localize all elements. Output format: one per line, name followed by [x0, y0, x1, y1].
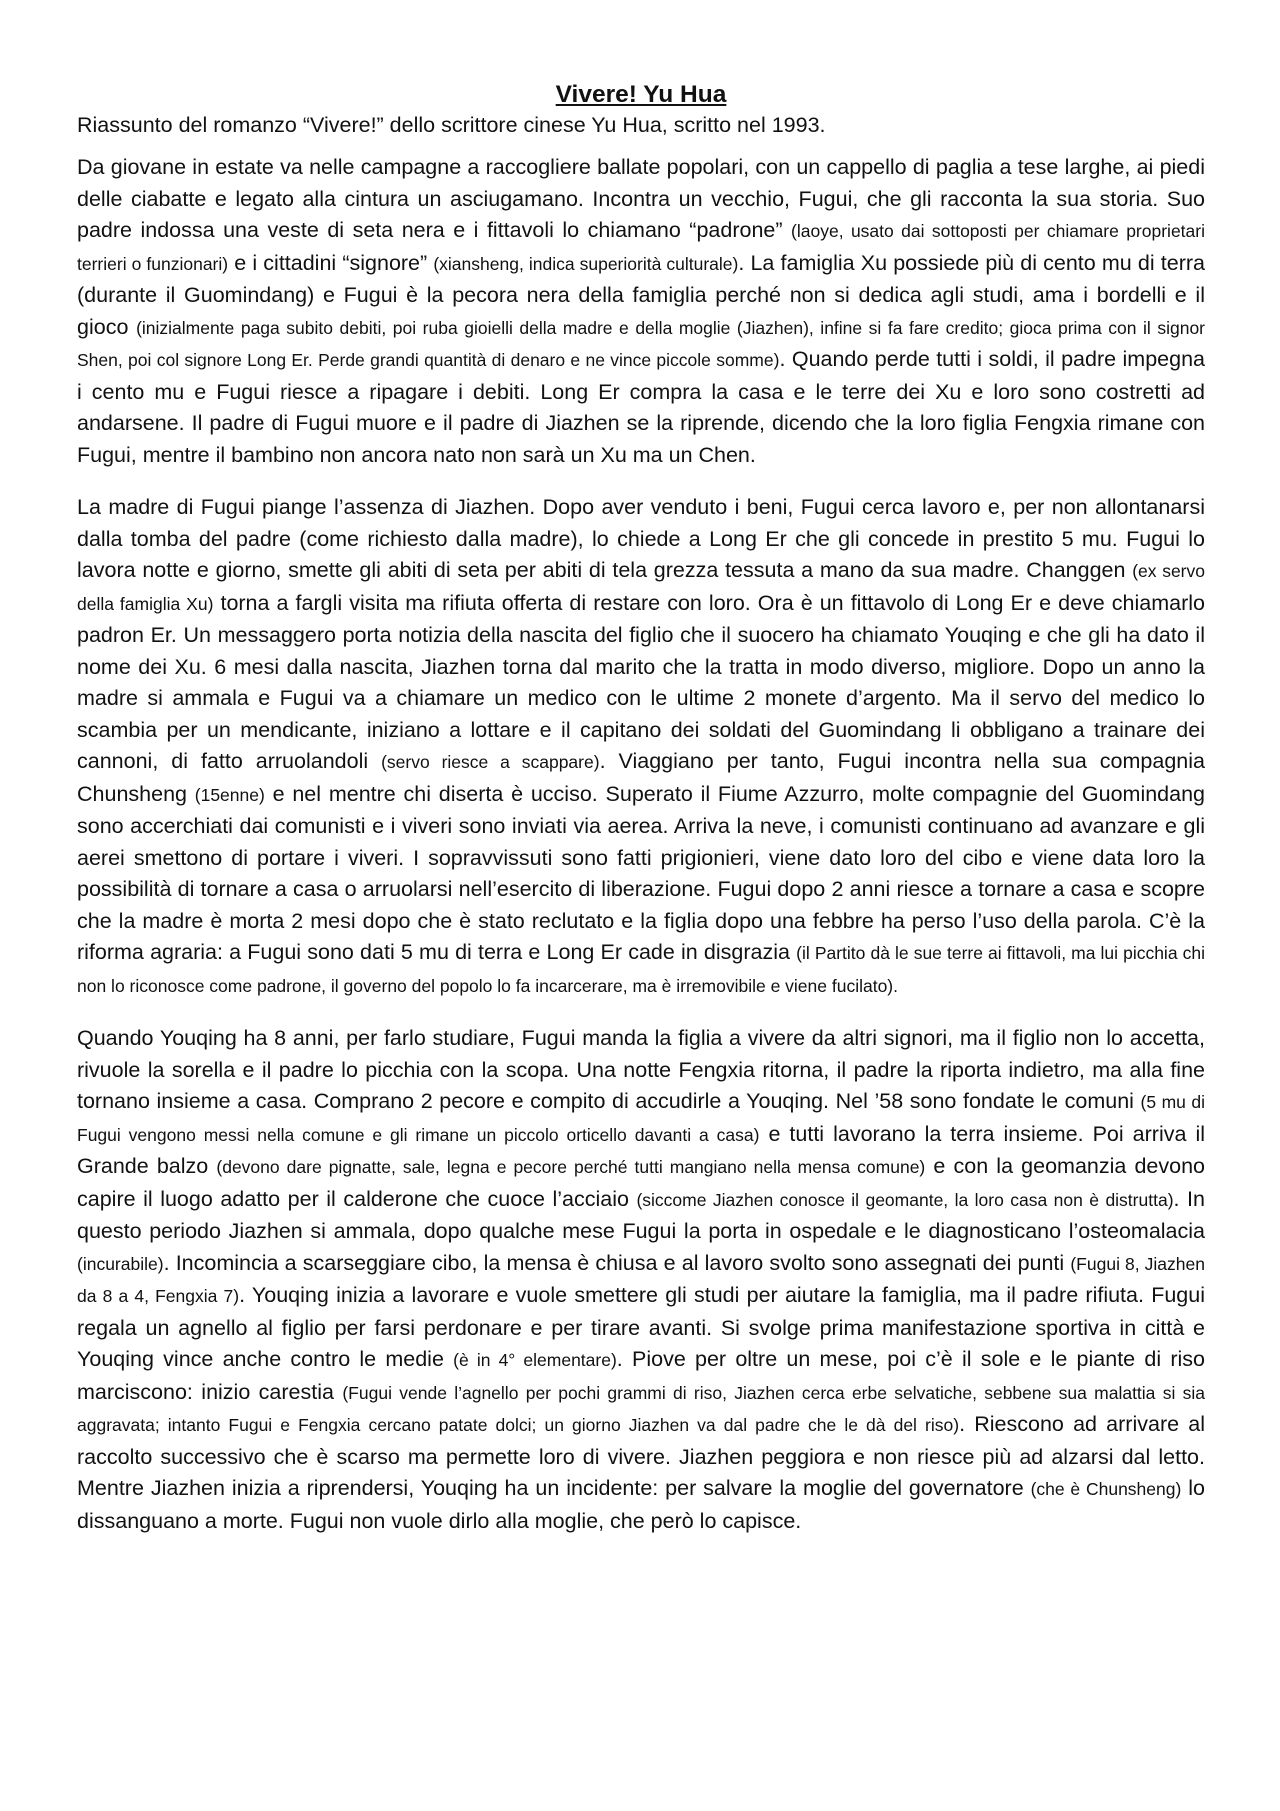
paragraph-text: lo dissanguano a morte. Fugui non vuole dirlo alla moglie, che però lo capisce. [77, 1476, 1205, 1533]
paragraph-text: . In questo periodo Jiazhen si ammala, dopo qualche mese Fugui la porta in ospedale e le diagnosticano l’osteomalacia [77, 1186, 1205, 1243]
paragraph-text: La madre di Fugui piange l’assenza di Jiazhen. Dopo aver venduto i beni, Fugui cerca lavoro e, per non allontanarsi dalla tomba del padre (come richiesto dalla madre), lo chiede a Long Er che gli concede in prestito 5 mu. Fugui lo lavora notte e giorno, smette gli abiti di seta per abiti di tela grezza tessuta a mano da sua madre. Changgen [77, 495, 1205, 582]
paragraph-text: e nel mentre chi diserta è ucciso. Superato il Fiume Azzurro, molte compagnie del Guomindang sono accerchiati dai comunisti e i viveri sono inviati via aerea. Arriva la neve, i comunisti continuano ad avanzare e gli aerei smettono di portare i viveri. I sopravvissuti sono fatti prigionieri, viene dato loro del cibo e viene data loro la possibilità di tornare a casa o arruolarsi nell’esercito di liberazione. Fugui dopo 2 anni riesce a tornare a casa e scopre che la madre è morta 2 mesi dopo che è stato reclutato e la figlia dopo una febbre ha perso l’uso della parola. C’è la riforma agraria: a Fugui sono dati 5 mu di terra e Long Er cade in disgrazia [77, 781, 1206, 964]
parenthetical-note: (ex servo della famiglia Xu) [77, 561, 1205, 614]
parenthetical-note: (incurabile) [77, 1253, 164, 1274]
paragraph-text: e tutti lavorano la terra insieme. Poi arriva il Grande balzo [77, 1121, 1205, 1178]
paragraph-text: . Viaggiano per tanto, Fugui incontra nella sua compagnia Chunsheng [77, 749, 1205, 806]
paragraph-text: . Quando perde tutti i soldi, il padre impegna i cento mu e Fugui riesce a ripagare i debiti. Long Er compra la casa e le terre dei Xu e loro sono costretti ad andarsene. Il padre di Fugui muore e il padre di Jiazhen se la riprende, dicendo che la loro figlia Fengxia rimane con Fugui, mentre il bambino non ancora nato non sarà un Xu ma un Chen. [77, 347, 1205, 467]
document-page [77, 80, 1205, 1558]
parenthetical-note: (devono dare pignatte, sale, legna e pecore perché tutti mangiano nella mensa comune) [216, 1157, 926, 1177]
parenthetical-note: (15enne) [194, 784, 265, 805]
paragraph-text: e i cittadini “signore” [228, 250, 434, 275]
paragraph-text: . Piove per oltre un mese, poi c’è il sole e le piante di riso marciscono: inizio carestia [77, 1347, 1205, 1404]
parenthetical-note: (Fugui vende l’agnello per pochi grammi di riso, Jiazhen cerca erbe selvatiche, sebbene sua malattia si sia aggravata; intanto Fugui e Fengxia cercano patate dolci; un giorno Jiazhen va dal padre che le dà del riso) [77, 1382, 1205, 1435]
paragraph [77, 1023, 1205, 1537]
document-title: Vivere! Yu Hua [555, 81, 727, 108]
document-body [77, 152, 1205, 1537]
paragraph-text: e con la geomanzia devono capire il luogo adatto per il calderone che cuoce l’acciaio [77, 1154, 1206, 1211]
paragraph-text: . Youqing inizia a lavorare e vuole smettere gli studi per aiutare la famiglia, ma il padre rifiuta. Fugui regala un agnello al figlio per farsi perdonare e per tirare avanti. Si svolge prima manifestazione sportiva in città e Youqing vince anche contro le medie [77, 1283, 1206, 1371]
parenthetical-note: (inizialmente paga subito debiti, poi ruba gioielli della madre e della moglie (Jiazhen), infine si fa fare credito; gioca prima con il signor Shen, poi col signore Long Er. Perde grandi quantità di denaro e ne vince piccole somme) [77, 317, 1206, 370]
parenthetical-note: (è in 4° elementare) [453, 1350, 617, 1370]
parenthetical-note: (siccome Jiazhen conosce il geomante, la loro casa non è distrutta) [636, 1189, 1174, 1210]
paragraph-text: . La famiglia Xu possiede più di cento mu di terra (durante il Guomindang) e Fugui è la pecora nera della famiglia perché non si dedica agli studi, ama i bordelli e il gioco [77, 250, 1205, 339]
paragraph-text: . Incomincia a scarseggiare cibo, la mensa è chiusa e al lavoro svolto sono assegnati dei punti [163, 1250, 1071, 1275]
paragraph-text: . Riescono ad arrivare al raccolto successivo che è scarso ma permette loro di vivere. Jiazhen peggiora e non riesce più ad alzarsi dal letto. Mentre Jiazhen inizia a riprendersi, Youqing ha un incidente: per salvare la moglie del governatore [77, 1412, 1205, 1500]
paragraph [77, 152, 1205, 471]
parenthetical-note: (il Partito dà le sue terre ai fittavoli, ma lui picchia chi non lo riconosce come padrone, il governo del popolo lo fa incarcerare, ma è irremovibile e viene fucilato). [77, 943, 1205, 996]
paragraph-text: Da giovane in estate va nelle campagne a raccogliere ballate popolari, con un cappello di paglia a tese larghe, ai piedi delle ciabatte e legato alla cintura un asciugamano. Incontra un vecchio, Fugui, che gli racconta la sua storia. Suo padre indossa una veste di seta nera e i fittavoli lo chiamano “padrone” [77, 155, 1205, 242]
parenthetical-note: (servo riesce a scappare) [381, 752, 600, 772]
paragraph [77, 492, 1205, 1002]
paragraph-text: Quando Youqing ha 8 anni, per farlo studiare, Fugui manda la figlia a vivere da altri signori, ma il figlio non lo accetta, rivuole la sorella e il padre lo picchia con la scopa. Una notte Fengxia ritorna, il padre la riporta indietro, ma alla fine tornano insieme a casa. Comprano 2 pecore e compito di accudirle a Youqing. Nel ’58 sono fondate le comuni [77, 1026, 1205, 1113]
parenthetical-note: (che è Chunsheng) [1030, 1479, 1182, 1499]
parenthetical-note: (xiansheng, indica superiorità culturale) [433, 253, 739, 274]
parenthetical-note: (5 mu di Fugui vengono messi nella comune e gli rimane un piccolo orticello davanti a casa) [77, 1092, 1206, 1145]
paragraph-text: torna a fargli visita ma rifiuta offerta di restare con loro. Ora è un fittavolo di Long Er e deve chiamarlo padron Er. Un messaggero porta notizia della nascita del figlio che il suocero ha chiamato Youqing e che gli ha dato il nome dei Xu. 6 mesi dalla nascita, Jiazhen torna dal marito che la tratta in modo diverso, migliore. Dopo un anno la madre si ammala e Fugui va a chiamare un medico con le ultime 2 monete d’argento. Ma il servo del medico lo scambia per un mendicante, iniziano a lottare e il capitano dei soldati del Guomindang li obbligano a trainare dei cannoni, di fatto arruolandoli [77, 590, 1205, 773]
document-subtitle: Riassunto del romanzo “Vivere!” dello scrittore cinese Yu Hua, scritto nel 1993. [77, 113, 826, 137]
parenthetical-note: (Fugui 8, Jiazhen da 8 a 4, Fengxia 7) [77, 1253, 1205, 1306]
parenthetical-note: (laoye, usato dai sottoposti per chiamare proprietari terrieri o funzionari) [77, 221, 1205, 274]
